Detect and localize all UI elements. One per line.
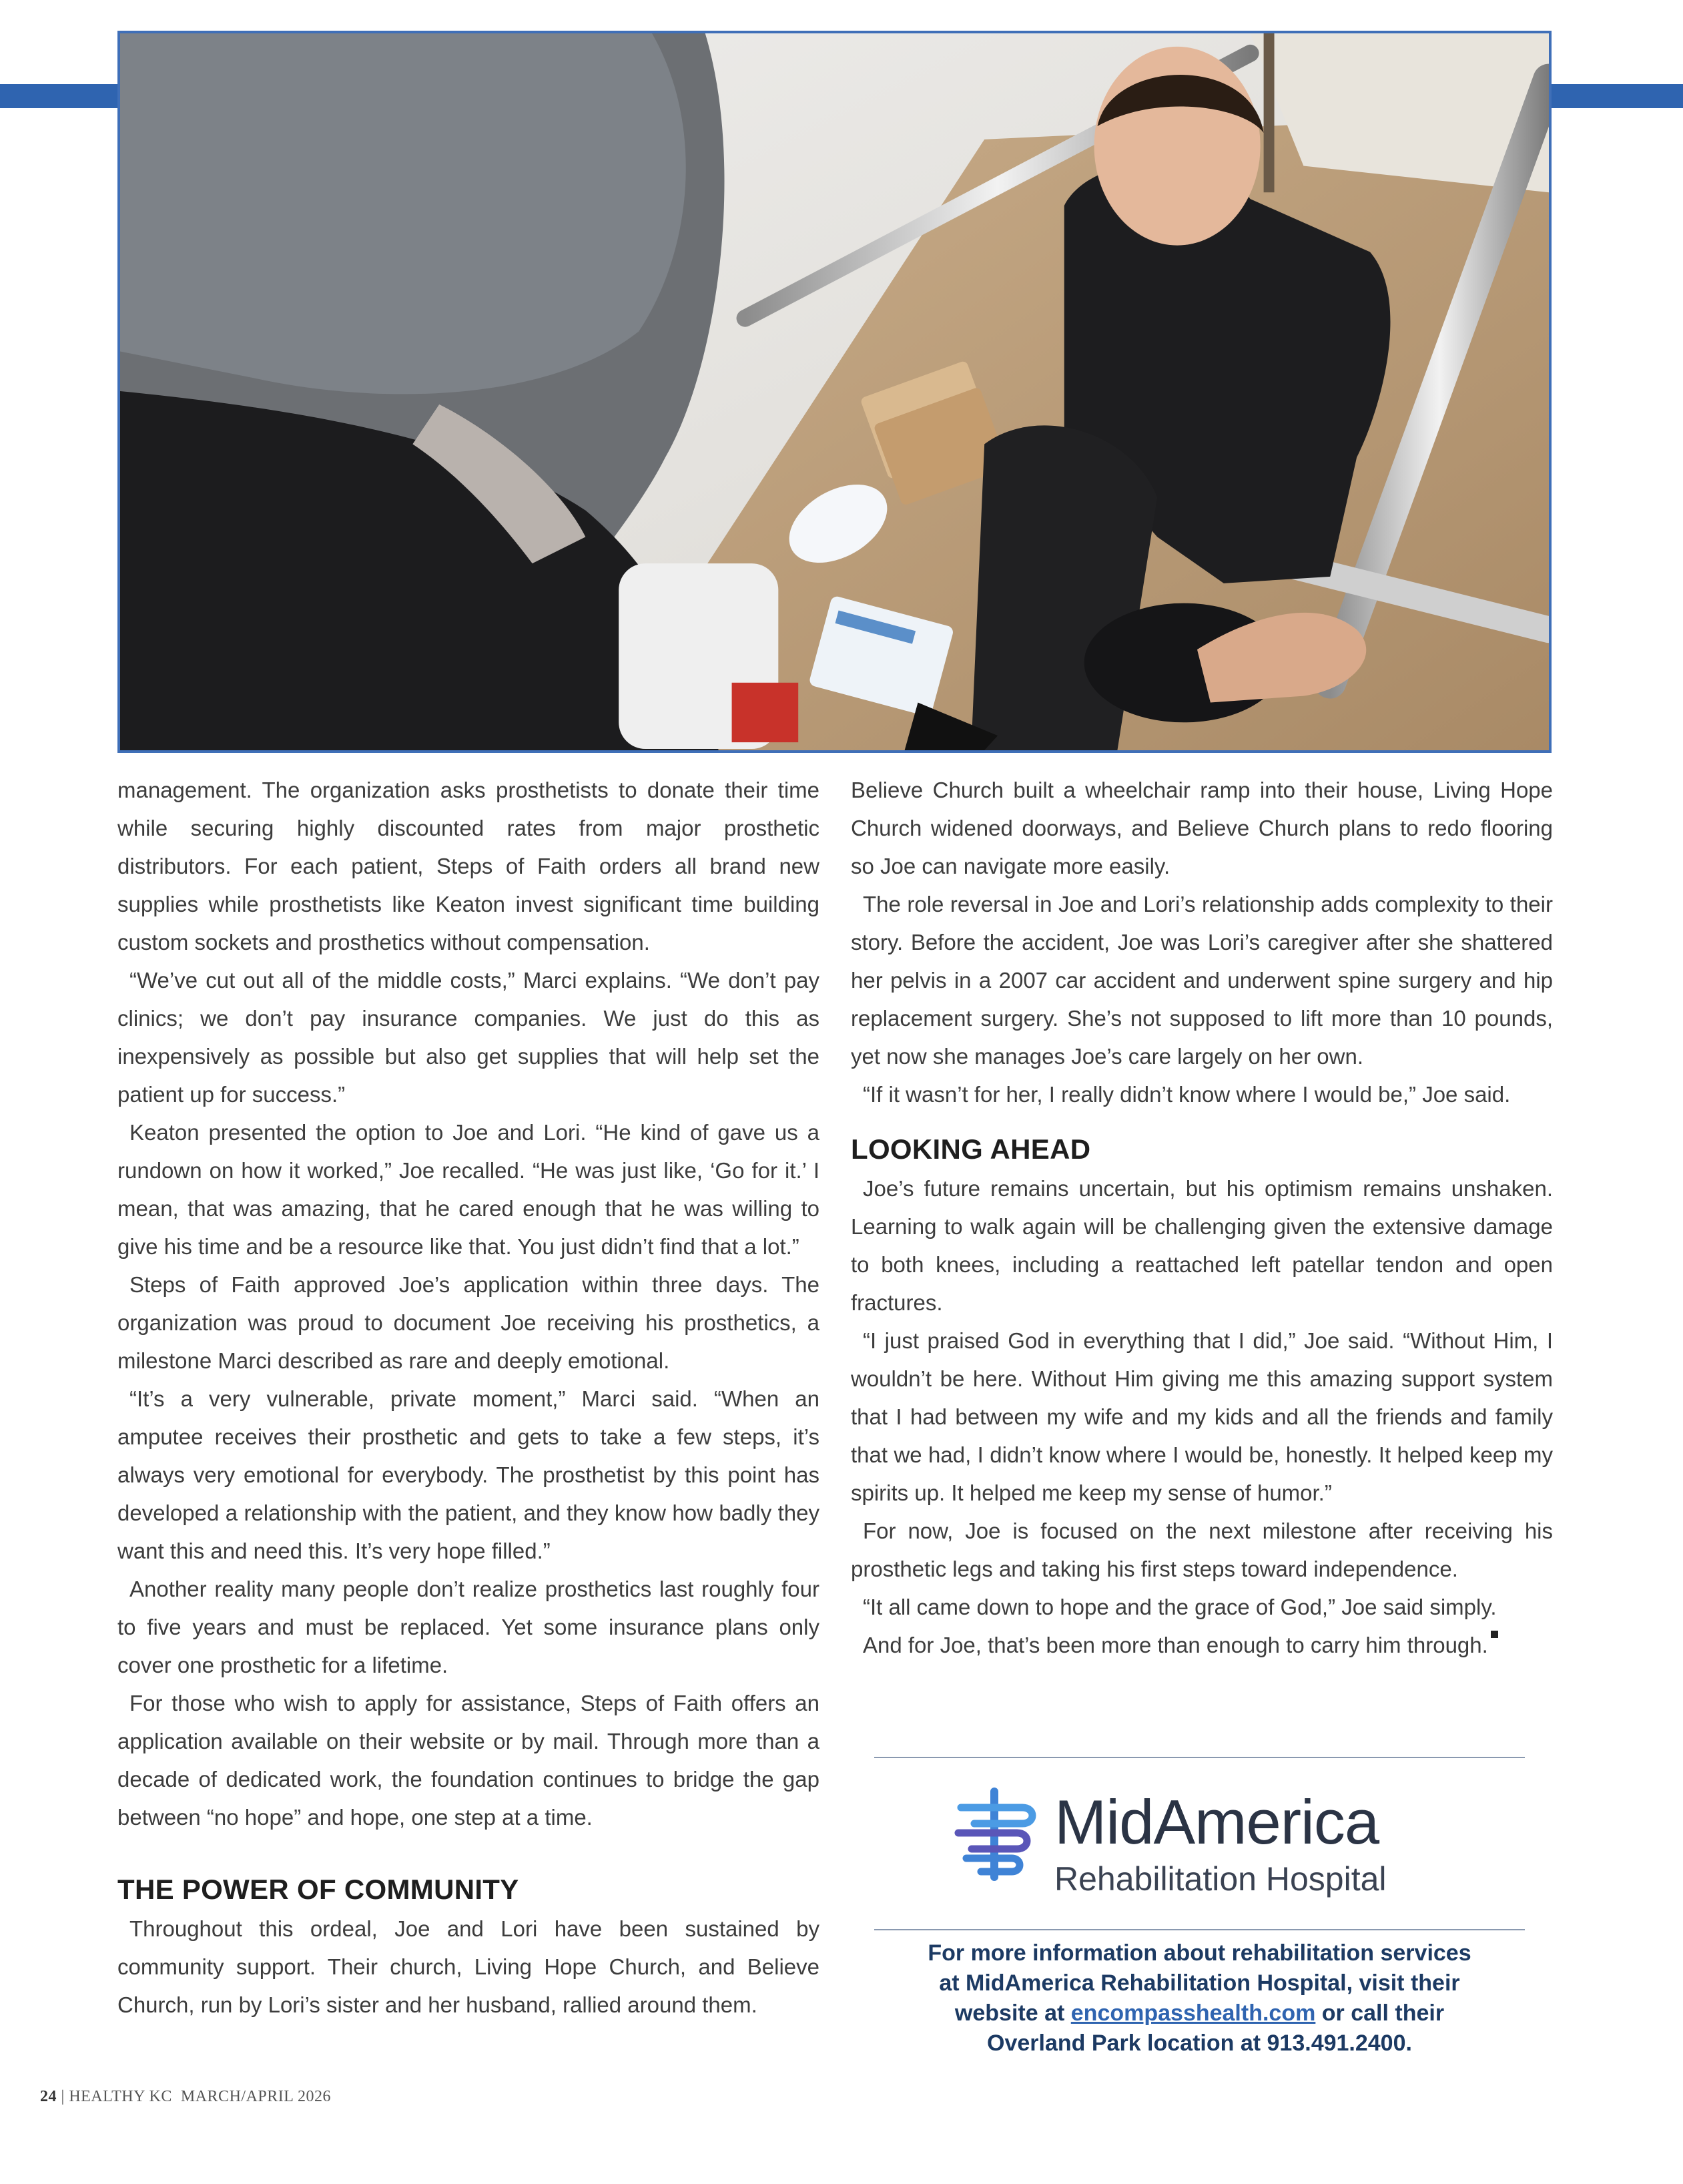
website-link[interactable]: encompasshealth.com (1070, 2000, 1316, 2026)
article-paragraph-final (851, 1626, 1553, 1664)
logo-name: MidAmerica (1054, 1787, 1379, 1857)
article-paragraph: “It all came down to hope and the grace of God,” Joe said simply. (863, 1595, 1497, 1619)
article-column-left (117, 771, 819, 2024)
ad-divider-top (874, 1757, 1525, 1758)
footer-separator: | (57, 2088, 69, 2105)
ad-line-suffix: or call their (1315, 2000, 1445, 2026)
article-paragraph: Believe Church built a wheelchair ramp into their house, Living Hope Church widened doorways, and Believe Church plans to redo flooring so Joe can navigate more easily. (851, 778, 1553, 878)
article-paragraph: “It’s a very vulnerable, private moment,” Marci said. “When an amputee receives their prosthetic and gets to take a few steps, it’s always very emotional for everybody. The prosthetist by this point has developed a relationship with the patient, and they know how badly they want this and need this. It’s very hope filled.” (117, 1386, 819, 1563)
ad-line (874, 1998, 1525, 2028)
ad-line: For more information about rehabilitation services (928, 1940, 1471, 1966)
article-paragraph: Another reality many people don’t realize prosthetics last roughly four to five years and must be replaced. Yet some insurance plans only cover one prosthetic for a lifetime. (117, 1577, 819, 1677)
end-of-article-mark (1491, 1631, 1498, 1638)
section-heading-community: THE POWER OF COMMUNITY (117, 1874, 519, 1905)
article-paragraph: Joe’s future remains uncertain, but his optimism remains unshaken. Learning to walk again will be challenging given the extensive damage to both knees, including a reattached left patellar tendon and open fractures. (851, 1176, 1553, 1315)
logo-subtitle: Rehabilitation Hospital (1054, 1860, 1387, 1898)
page-footer (40, 2088, 331, 2106)
article-paragraph: Throughout this ordeal, Joe and Lori have been sustained by community support. Their church, Living Hope Church, and Believe Church, run by Lori’s sister and her husband, rallied around them. (117, 1916, 819, 2017)
article-paragraph: Steps of Faith approved Joe’s application within three days. The organization was proud to document Joe receiving his prosthetics, a milestone Marci described as rare and deeply emotional. (117, 1272, 819, 1373)
section-heading-looking-ahead: LOOKING AHEAD (851, 1133, 1091, 1165)
issue-date: MARCH/APRIL 2026 (180, 2088, 332, 2105)
article-paragraph: management. The organization asks prosthetists to donate their time while securing highly discounted rates from major prosthetic distributors. For each patient, Steps of Faith orders all brand new supplies while prosthetists like Keaton invest significant time building custom sockets and prosthetics without compensation. (117, 778, 819, 954)
article-paragraph: “We’ve cut out all of the middle costs,” Marci explains. “We don’t pay clinics; we don’t pay insurance companies. We just do this as inexpensively as possible but also get supplies that will help set the patient up for success.” (117, 968, 819, 1107)
ad-divider-bottom (874, 1929, 1525, 1930)
ad-contact-text (874, 1938, 1525, 2059)
accent-bar-right (1552, 84, 1683, 108)
midamerica-logo (948, 1781, 1428, 1901)
accent-bar-left (0, 84, 117, 108)
article-paragraph: Keaton presented the option to Joe and Lori. “He kind of gave us a rundown on how it worked,” Joe recalled. “He was just like, ‘Go for it.’ I mean, that was amazing, that he cared enough that he was willing to give his time and be a resource like that. You just didn’t find that a lot.” (117, 1120, 819, 1259)
article-paragraph: “If it wasn’t for her, I really didn’t know where I would be,” Joe said. (863, 1082, 1511, 1107)
ad-line: at MidAmerica Rehabilitation Hospital, visit their (939, 1970, 1460, 1996)
rehab-logo-icon (948, 1788, 1041, 1881)
article-photo (117, 31, 1552, 753)
publication-name: HEALTHY KC (69, 2088, 172, 2105)
ad-line-prefix: website at (954, 2000, 1071, 2026)
ad-line: Overland Park location at 913.491.2400. (987, 2030, 1412, 2056)
article-column-right (851, 771, 1553, 1664)
article-paragraph: For now, Joe is focused on the next milestone after receiving his prosthetic legs and taking his first steps toward independence. (851, 1519, 1553, 1581)
page-number: 24 (40, 2088, 57, 2105)
article-final-text: And for Joe, that’s been more than enough to carry him through. (863, 1633, 1488, 1657)
article-paragraph: “I just praised God in everything that I did,” Joe said. “Without Him, I wouldn’t be here. Without Him giving me this amazing support system that I had between my wife and my kids and all the friends and family that we had, I didn’t know where I would be, honestly. It helped keep my spirits up. It helped me keep my sense of humor.” (851, 1328, 1553, 1505)
prosthetist-fitting-photo (120, 33, 1549, 750)
article-paragraph: For those who wish to apply for assistance, Steps of Faith offers an application available on their website or by mail. Through more than a decade of dedicated work, the foundation continues to bridge the gap between “no hope” and hope, one step at a time. (117, 1691, 819, 1830)
article-paragraph: The role reversal in Joe and Lori’s relationship adds complexity to their story. Before the accident, Joe was Lori’s caregiver after she shattered her pelvis in a 2007 car accident and underwent spine surgery and hip replacement surgery. She’s not supposed to lift more than 10 pounds, yet now she manages Joe’s care largely on her own. (851, 892, 1553, 1069)
